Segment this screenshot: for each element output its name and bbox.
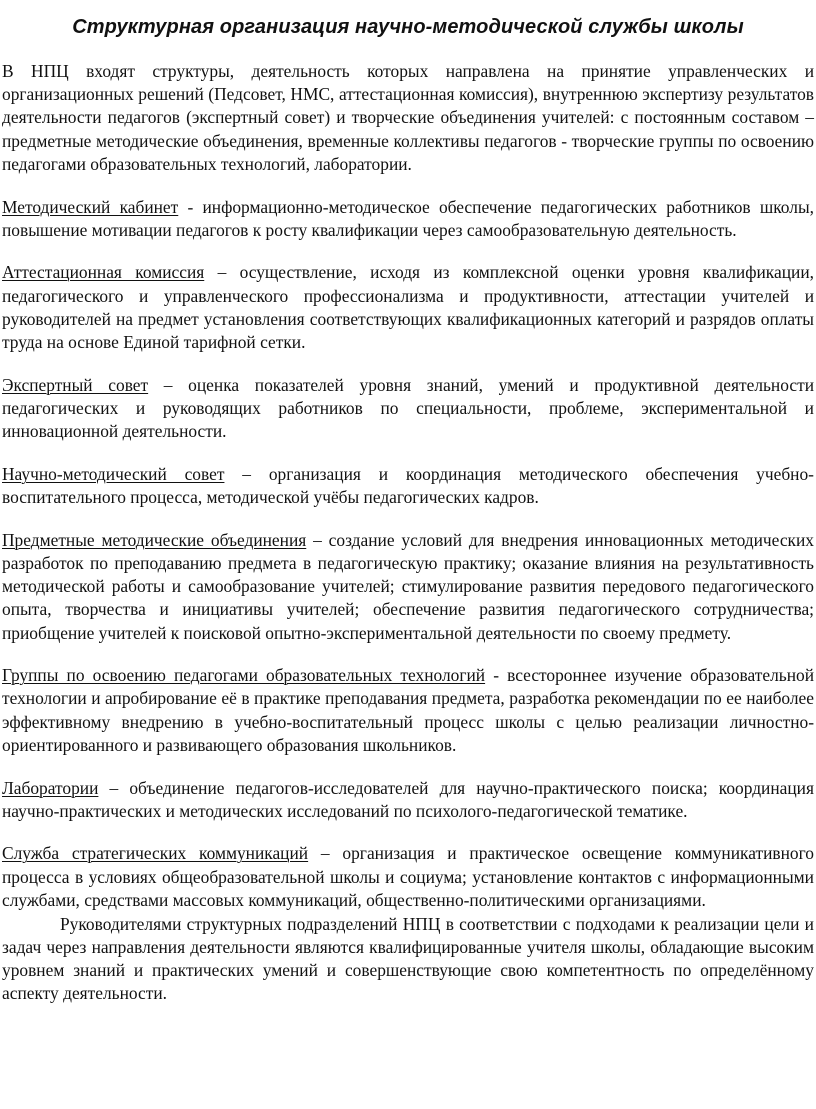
section-text: - информационно-методическое обеспечение педагогических работников школы, повышение мотивации педагогов к росту квалификации через самообразовательную деятельность. — [2, 196, 814, 240]
section-term: Аттестационная комиссия — [2, 262, 205, 283]
document-title: Структурная организация научно-методической службы школы — [72, 16, 744, 38]
section-term: Группы по освоению педагогами образовательных технологий — [2, 665, 486, 686]
section-term: Предметные методические объединения — [2, 529, 307, 550]
section-term: Методический кабинет — [2, 196, 179, 217]
section-scientific-methodical-council — [2, 463, 814, 509]
document-body — [2, 60, 814, 1005]
section-strategic-communications — [2, 842, 814, 912]
section-text: – оценка показателей уровня знаний, умений и продуктивной деятельности педагогических и руководящих работников по специальности, проблеме, экспериментальной и инновационной деятельности. — [2, 374, 814, 442]
intro-paragraph: В НПЦ входят структуры, деятельность которых направлена на принятие управленческих и организационных решений (Педсовет, НМС, аттестационная комиссия), внутреннюю экспертизу результатов деятельности педагогов (экспертный совет) и творческие объединения учителей: с постоянным составом – предметные методические объединения, временные коллективы педагогов - творческие группы по освоению педагогами образовательных технологий, лаборатории. — [2, 61, 814, 174]
section-text: – создание условий для внедрения инновационных методических разработок по преподаванию предмета в педагогическую практику; оказание влияния на результативность методической работы и самообразование учителей; стимулирование развития передового педагогического опыта, творчества и инициативы учителей; обеспечение развития педагогического сотрудничества; приобщение учителей к поисковой опытно-экспериментальной деятельности по своему предмету. — [2, 529, 814, 643]
section-technology-groups — [2, 664, 814, 757]
section-expert-council — [2, 374, 814, 444]
section-term: Экспертный совет — [2, 374, 149, 395]
section-term: Научно-методический совет — [2, 463, 225, 484]
section-text: – объединение педагогов-исследователей для научно-практического поиска; координация научно-практических и методических исследований по психолого-педагогической тематике. — [2, 777, 814, 821]
section-subject-associations — [2, 529, 814, 645]
section-attestation-commission — [2, 261, 814, 354]
section-term: Служба стратегических коммуникаций — [2, 843, 309, 864]
section-laboratories — [2, 777, 814, 823]
section-term: Лаборатории — [2, 777, 99, 798]
section-methodical-cabinet — [2, 196, 814, 242]
closing-paragraph: Руководителями структурных подразделений НПЦ в соответствии с подходами к реализации цели и задач через направления деятельности являются квалифицированные учителя школы, обладающие высоким уровнем знаний и практических умений и совершенствующие свою компетентность по определённому аспекту деятельности. — [2, 913, 814, 1004]
section-text: – организация и координация методического обеспечения учебно-воспитательного процесса, методической учёбы педагогических кадров. — [2, 463, 814, 508]
section-text: – осуществление, исходя из комплексной оценки уровня квалификации, педагогического и управленческого профессионализма и продуктивности, аттестации учителей и руководителей на предмет установления соответствующих квалификационных категорий и разрядов оплаты труда на основе Единой тарифной сетки. — [2, 262, 814, 353]
section-text: - всестороннее изучение образовательной технологии и апробирование её в практике преподавания предмета, разработка рекомендации по ее наиболее эффективному внедрению в учебно-воспитательный процесс школы с целью реализации личностно-ориентированного и развивающего образования школьников. — [2, 665, 815, 755]
section-text: – организация и практическое освещение коммуникативного процесса в условиях общеобразовательной школы и социума; установление контактов с информационными службами, средствами массовых коммуникаций, общественно-политическими организациями. — [2, 843, 814, 910]
